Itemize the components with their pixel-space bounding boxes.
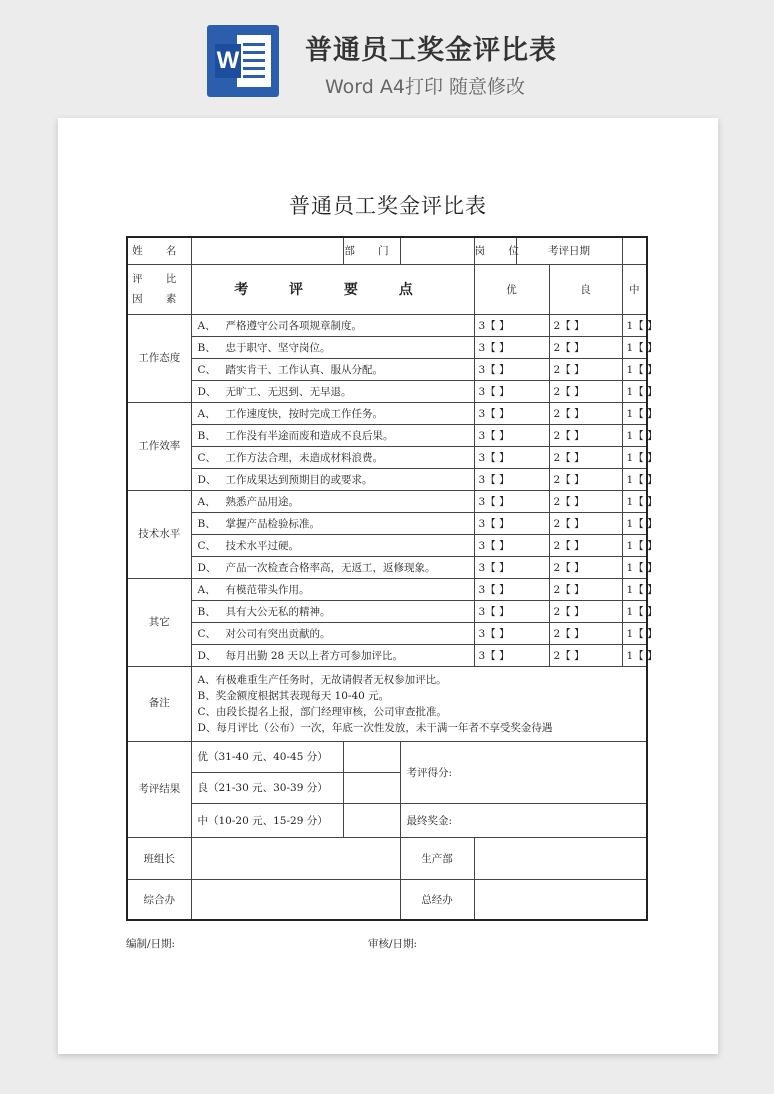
score-box-2[interactable]: 2【 】: [549, 512, 622, 534]
criteria-row: [127, 556, 647, 578]
grade-you-header: 优: [474, 264, 549, 314]
score-box-3[interactable]: 3【 】: [474, 556, 549, 578]
criteria-text: 有模范带头作用。: [225, 583, 310, 596]
score-box-3[interactable]: 3【 】: [474, 380, 549, 402]
criteria-letter: B、: [197, 517, 216, 530]
criteria-row: [127, 644, 647, 666]
score-box-2[interactable]: 2【 】: [549, 622, 622, 644]
criteria-letter: C、: [197, 539, 217, 552]
result-zhong-field[interactable]: [343, 803, 400, 837]
score-box-2[interactable]: 2【 】: [549, 644, 622, 666]
score-box-3[interactable]: 3【 】: [474, 358, 549, 380]
score-box-3[interactable]: 3【 】: [474, 622, 549, 644]
criteria-item: [191, 534, 474, 556]
score-box-1[interactable]: 1【 】: [622, 600, 647, 622]
banner-title: 普通员工奖金评比表: [305, 35, 557, 66]
result-row-3: [127, 803, 647, 837]
score-box-2[interactable]: 2【 】: [549, 424, 622, 446]
score-box-1[interactable]: 1【 】: [622, 512, 647, 534]
score-box-2[interactable]: 2【 】: [549, 380, 622, 402]
score-box-1[interactable]: 1【 】: [622, 424, 647, 446]
score-box-1[interactable]: 1【 】: [622, 622, 647, 644]
criteria-item: [191, 424, 474, 446]
criteria-letter: B、: [197, 341, 216, 354]
bonus-label: 最终奖金:: [400, 803, 647, 837]
result-label: 考评结果: [127, 741, 191, 837]
criteria-letter: B、: [197, 605, 216, 618]
date-label: 考评日期: [516, 237, 622, 264]
criteria-item: [191, 380, 474, 402]
criteria-text: 工作方法合理，未造成材料浪费。: [225, 451, 383, 464]
score-box-2[interactable]: 2【 】: [549, 358, 622, 380]
score-box-3[interactable]: 3【 】: [474, 534, 549, 556]
criteria-letter: C、: [197, 363, 217, 376]
sign-row-2: [127, 879, 647, 920]
criteria-text: 忠于职守、坚守岗位。: [225, 341, 331, 354]
note-b: B、奖金额度根据其表现每天 10-40 元。: [197, 689, 390, 702]
criteria-item: [191, 314, 474, 336]
production-label: 生产部: [400, 837, 474, 879]
criteria-letter: C、: [197, 451, 217, 464]
criteria-item: [191, 512, 474, 534]
points-header: 考 评 要 点: [191, 264, 474, 314]
result-liang-field[interactable]: [343, 772, 400, 803]
post-label: 岗 位: [474, 237, 516, 264]
factor-header-line1: 评 比: [132, 273, 187, 285]
score-box-3[interactable]: 3【 】: [474, 314, 549, 336]
result-liang: 良（21-30 元、30-39 分）: [191, 772, 343, 803]
criteria-row: [127, 600, 647, 622]
score-box-2[interactable]: 2【 】: [549, 556, 622, 578]
footer-prepared-by: 编制/日期:: [126, 938, 176, 950]
criteria-letter: C、: [197, 627, 217, 640]
criteria-text: 每月出勤 28 天以上者方可参加评比。: [225, 649, 404, 662]
score-box-3[interactable]: 3【 】: [474, 468, 549, 490]
criteria-item: [191, 556, 474, 578]
criteria-text: 掌握产品检验标准。: [225, 517, 320, 530]
evaluation-form-table: [126, 236, 658, 921]
criteria-row: [127, 490, 647, 512]
score-box-1[interactable]: 1【 】: [622, 578, 647, 600]
criteria-item: [191, 600, 474, 622]
grade-zhong-header: 中: [622, 264, 647, 314]
group-label-other: 其它: [127, 578, 191, 666]
score-box-2[interactable]: 2【 】: [549, 446, 622, 468]
factor-header: [127, 264, 191, 314]
score-box-3[interactable]: 3【 】: [474, 578, 549, 600]
office-field[interactable]: [191, 879, 400, 920]
criteria-item: [191, 358, 474, 380]
score-box-2[interactable]: 2【 】: [549, 578, 622, 600]
criteria-text: 无旷工、无迟到、无早退。: [225, 385, 352, 398]
gm-field[interactable]: [474, 879, 647, 920]
criteria-row: [127, 578, 647, 600]
dept-label: 部 门: [343, 237, 400, 264]
date-field[interactable]: [622, 237, 647, 264]
criteria-letter: A、: [197, 319, 216, 332]
score-box-3[interactable]: 3【 】: [474, 600, 549, 622]
criteria-letter: D、: [197, 473, 217, 486]
grade-liang-header: 良: [549, 264, 622, 314]
info-row: [127, 237, 647, 264]
criteria-item: [191, 622, 474, 644]
criteria-text: 具有大公无私的精神。: [225, 605, 331, 618]
notes-row: [127, 666, 647, 741]
criteria-letter: D、: [197, 385, 217, 398]
score-box-2[interactable]: 2【 】: [549, 490, 622, 512]
score-box-3[interactable]: 3【 】: [474, 402, 549, 424]
score-box-1[interactable]: 1【 】: [622, 380, 647, 402]
score-box-2[interactable]: 2【 】: [549, 468, 622, 490]
note-a: A、有极难重生产任务时，无故请假者无权参加评比。: [197, 673, 447, 686]
criteria-text: 工作速度快，按时完成工作任务。: [225, 407, 383, 420]
note-c: C、由段长提名上报，部门经理审核，公司审查批准。: [197, 705, 448, 718]
criteria-text: 熟悉产品用途。: [225, 495, 299, 508]
criteria-item: [191, 336, 474, 358]
criteria-text: 产品一次检查合格率高，无返工，返修现象。: [225, 561, 436, 574]
office-label: 综合办: [127, 879, 191, 920]
result-you: 优（31-40 元、40-45 分）: [191, 741, 343, 772]
score-box-2[interactable]: 2【 】: [549, 402, 622, 424]
name-label: 姓 名: [127, 237, 191, 264]
page-header: [0, 0, 774, 118]
production-field[interactable]: [474, 837, 647, 879]
criteria-row: [127, 402, 647, 424]
score-box-1[interactable]: 1【 】: [622, 446, 647, 468]
name-field[interactable]: [191, 237, 343, 264]
score-box-1[interactable]: 1【 】: [622, 534, 647, 556]
criteria-item: [191, 446, 474, 468]
score-box-1[interactable]: 1【 】: [622, 336, 647, 358]
criteria-row: [127, 512, 647, 534]
factor-header-line2: 因 素: [132, 293, 187, 305]
criteria-row: [127, 534, 647, 556]
team-lead-label: 班组长: [127, 837, 191, 879]
group-label-efficiency: 工作效率: [127, 402, 191, 490]
score-box-1[interactable]: 1【 】: [622, 644, 647, 666]
criteria-row: [127, 424, 647, 446]
criteria-text: 工作成果达到预期目的或要求。: [225, 473, 373, 486]
word-logo-letter: W: [215, 44, 241, 78]
score-box-1[interactable]: 1【 】: [622, 402, 647, 424]
score-box-3[interactable]: 3【 】: [474, 490, 549, 512]
score-box-2[interactable]: 2【 】: [549, 534, 622, 556]
criteria-text: 踏实肯干、工作认真、服从分配。: [225, 363, 383, 376]
gm-label: 总经办: [400, 879, 474, 920]
group-label-attitude: 工作态度: [127, 314, 191, 402]
criteria-row: [127, 336, 647, 358]
criteria-text: 对公司有突出贡献的。: [225, 627, 331, 640]
criteria-text: 技术水平过硬。: [225, 539, 299, 552]
result-zhong: 中（10-20 元、15-29 分）: [191, 803, 343, 837]
group-label-skill: 技术水平: [127, 490, 191, 578]
document-title: 普通员工奖金评比表: [289, 194, 487, 218]
notes-content: [191, 666, 647, 741]
score-box-3[interactable]: 3【 】: [474, 512, 549, 534]
result-you-field[interactable]: [343, 741, 400, 772]
score-box-3[interactable]: 3【 】: [474, 336, 549, 358]
score-label: 考评得分:: [400, 741, 647, 803]
result-row-1: [127, 741, 647, 772]
score-box-1[interactable]: 1【 】: [622, 358, 647, 380]
criteria-text: 工作没有半途而废和造成不良后果。: [225, 429, 394, 442]
score-box-1[interactable]: 1【 】: [622, 468, 647, 490]
criteria-row: [127, 468, 647, 490]
note-d: D、每月评比（公布）一次，年底一次性发放，未干满一年者不享受奖金待遇: [197, 721, 553, 734]
criteria-row: [127, 380, 647, 402]
criteria-item: [191, 644, 474, 666]
notes-label: 备注: [127, 666, 191, 741]
score-box-1[interactable]: 1【 】: [622, 314, 647, 336]
criteria-letter: A、: [197, 495, 216, 508]
document-page: [58, 118, 718, 1054]
criteria-item: [191, 468, 474, 490]
criteria-text: 严格遵守公司各项规章制度。: [225, 319, 362, 332]
criteria-item: [191, 490, 474, 512]
criteria-row: [127, 622, 647, 644]
score-box-3[interactable]: 3【 】: [474, 424, 549, 446]
criteria-row: [127, 314, 647, 336]
score-box-3[interactable]: 3【 】: [474, 644, 549, 666]
criteria-row: [127, 358, 647, 380]
score-box-3[interactable]: 3【 】: [474, 446, 549, 468]
footer-reviewed-by: 审核/日期:: [368, 938, 418, 950]
criteria-letter: B、: [197, 429, 216, 442]
score-box-1[interactable]: 1【 】: [622, 490, 647, 512]
dept-field[interactable]: [400, 237, 474, 264]
team-lead-field[interactable]: [191, 837, 400, 879]
score-box-2[interactable]: 2【 】: [549, 314, 622, 336]
sign-row-1: [127, 837, 647, 879]
criteria-item: [191, 578, 474, 600]
score-box-1[interactable]: 1【 】: [622, 556, 647, 578]
header-row: [127, 264, 647, 314]
banner-subtitle: Word A4打印 随意修改: [325, 76, 526, 98]
score-box-2[interactable]: 2【 】: [549, 600, 622, 622]
score-box-2[interactable]: 2【 】: [549, 336, 622, 358]
criteria-letter: D、: [197, 561, 217, 574]
criteria-letter: D、: [197, 649, 217, 662]
criteria-letter: A、: [197, 583, 216, 596]
criteria-letter: A、: [197, 407, 216, 420]
word-logo-icon: [207, 25, 279, 97]
criteria-row: [127, 446, 647, 468]
criteria-item: [191, 402, 474, 424]
